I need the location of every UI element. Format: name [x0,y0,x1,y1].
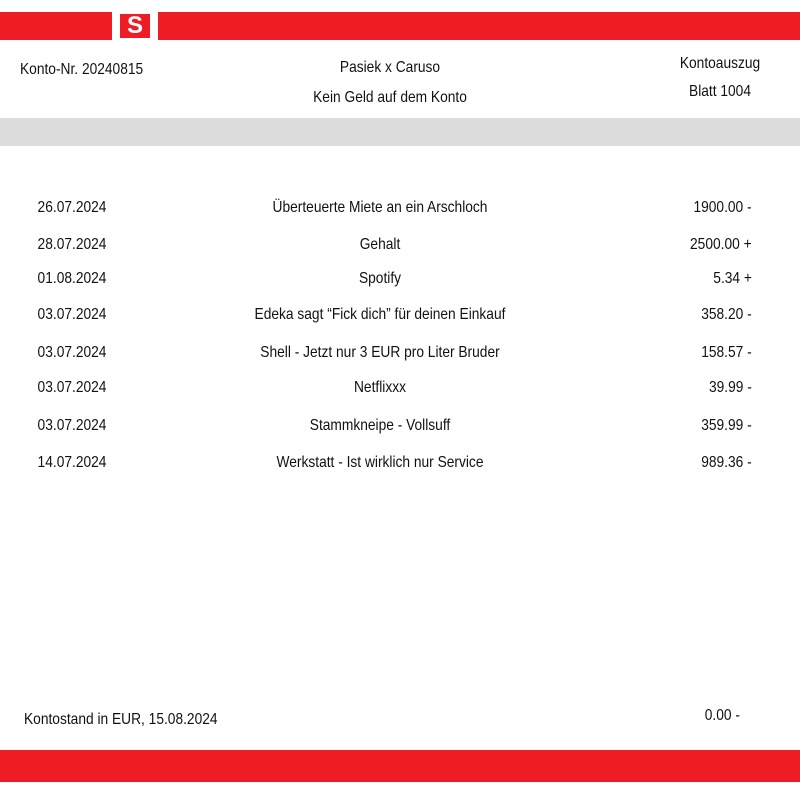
transaction-row [0,376,800,400]
logo-area [112,12,158,40]
transaction-description: Spotify [358,270,402,287]
account-holder: Pasiek x Caruso [339,59,441,76]
transaction-row [0,414,800,438]
account-number: Konto-Nr. 20240815 [20,61,144,78]
transaction-description: Gehalt [359,236,401,253]
statement-info [651,54,789,110]
transaction-amount: 39.99 - [709,379,752,396]
transaction-amount: 5.34 + [713,270,752,287]
transaction-date: 28.07.2024 [37,236,107,253]
balance-label: Kontostand in EUR, 15.08.2024 [24,711,218,728]
transaction-date: 01.08.2024 [37,270,107,287]
bottom-brand-bar [0,750,800,782]
transaction-date: 14.07.2024 [37,454,107,471]
top-brand-bar [0,12,800,40]
sparkasse-logo: S [120,14,150,38]
transaction-amount: 1900.00 - [693,199,752,216]
transaction-row [0,451,800,475]
transaction-amount: 359.99 - [701,417,752,434]
account-subtitle: Kein Geld auf dem Konto [313,89,467,106]
transaction-description: Werkstatt - Ist wirklich nur Service [276,454,484,471]
transaction-date: 03.07.2024 [37,306,107,323]
transaction-row [0,303,800,327]
transaction-description: Shell - Jetzt nur 3 EUR pro Liter Bruder [260,344,500,361]
transaction-row [0,196,800,220]
transaction-amount: 989.36 - [701,454,752,471]
transaction-amount: 158.57 - [701,344,752,361]
sheet-number: Blatt 1004 [689,83,751,100]
transaction-date: 03.07.2024 [37,344,107,361]
balance-amount: 0.00 - [704,707,740,724]
transaction-row [0,267,800,291]
account-holder-block [227,58,554,118]
transaction-description: Netflixxx [353,379,406,396]
transaction-amount: 358.20 - [701,306,752,323]
transaction-date: 03.07.2024 [37,379,107,396]
header-divider-band [0,118,800,146]
document-type: Kontoauszug [679,55,761,72]
transaction-row [0,233,800,257]
transaction-description: Stammkneipe - Vollsuff [309,417,451,434]
transaction-row [0,341,800,365]
transaction-description: Überteuerte Miete an ein Arschloch [272,199,488,216]
transaction-amount: 2500.00 + [690,236,752,253]
transaction-date: 03.07.2024 [37,417,107,434]
transaction-description: Edeka sagt “Fick dich” für deinen Einkauf [254,306,506,323]
transaction-date: 26.07.2024 [37,199,107,216]
